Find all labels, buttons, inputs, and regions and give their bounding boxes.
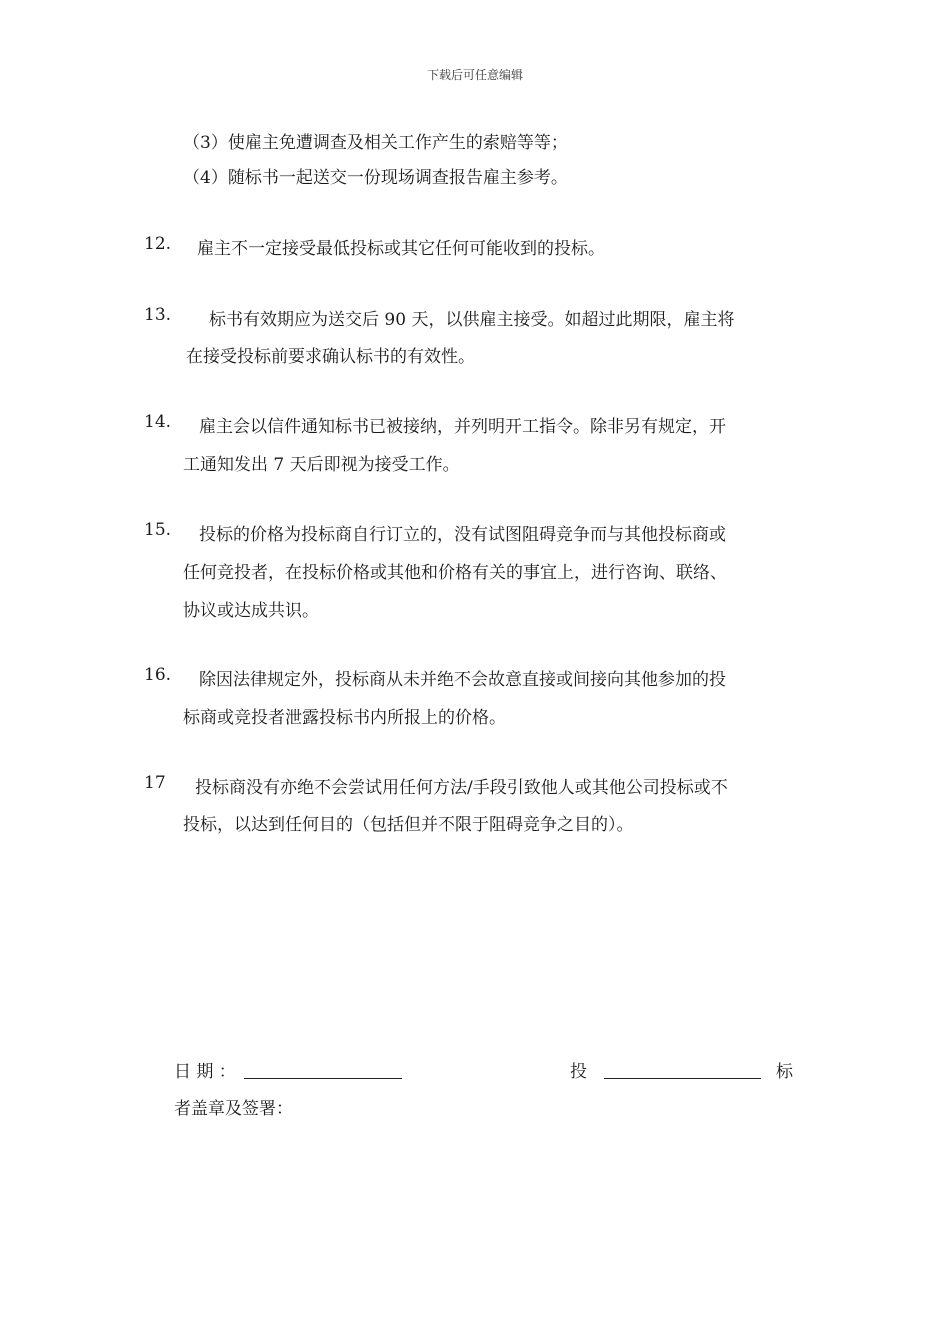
bidder-signature-label: 者盖章及签署：	[174, 1099, 293, 1119]
item-15-line-3: 协议或达成共识。	[183, 601, 319, 621]
item-number-12: 12.	[144, 234, 172, 254]
sub-item-4: （4）随标书一起送交一份现场调查报告雇主参考。	[183, 168, 568, 188]
item-12-line-1: 雇主不一定接受最低投标或其它任何可能收到的投标。	[197, 239, 605, 259]
page-header: 下载后可任意编辑	[426, 68, 523, 82]
item-17-line-1: 投标商没有亦绝不会尝试用任何方法/手段引致他人或其他公司投标或不	[195, 778, 728, 798]
sub-item-3: （3）使雇主免遭调查及相关工作产生的索赔等等；	[183, 133, 568, 153]
item-16-line-2: 标商或竞投者泄露投标书内所报上的价格。	[183, 708, 506, 728]
item-13-line-2: 在接受投标前要求确认标书的有效性。	[186, 347, 475, 367]
item-14-line-1: 雇主会以信件通知标书已被接纳，并列明开工指令。除非另有规定，开	[199, 417, 726, 437]
date-label: 日 期 ：	[174, 1062, 236, 1082]
item-16-line-1: 除因法律规定外，投标商从未并绝不会故意直接或间接向其他参加的投	[199, 670, 726, 690]
bidder-label-char-2: 标	[776, 1062, 793, 1082]
bidder-label-char-1: 投	[570, 1062, 587, 1082]
item-number-13: 13.	[144, 305, 172, 325]
item-number-16: 16.	[144, 665, 172, 685]
item-15-line-1: 投标的价格为投标商自行订立的，没有试图阻碍竞争而与其他投标商或	[199, 525, 726, 545]
item-17-line-2: 投标，以达到任何目的（包括但并不限于阻碍竞争之目的）。	[183, 815, 634, 835]
item-14-line-2: 工通知发出 7 天后即视为接受工作。	[183, 455, 460, 475]
item-number-17: 17	[144, 773, 166, 793]
item-number-14: 14.	[144, 412, 172, 432]
item-number-15: 15.	[144, 520, 172, 540]
item-15-line-2: 任何竞投者，在投标价格或其他和价格有关的事宜上，进行咨询、联络、	[183, 563, 727, 583]
date-blank-line	[244, 1060, 402, 1079]
bidder-blank-line	[604, 1060, 761, 1079]
item-13-line-1: 标书有效期应为送交后 90 天，以供雇主接受。如超过此期限，雇主将	[209, 310, 735, 330]
